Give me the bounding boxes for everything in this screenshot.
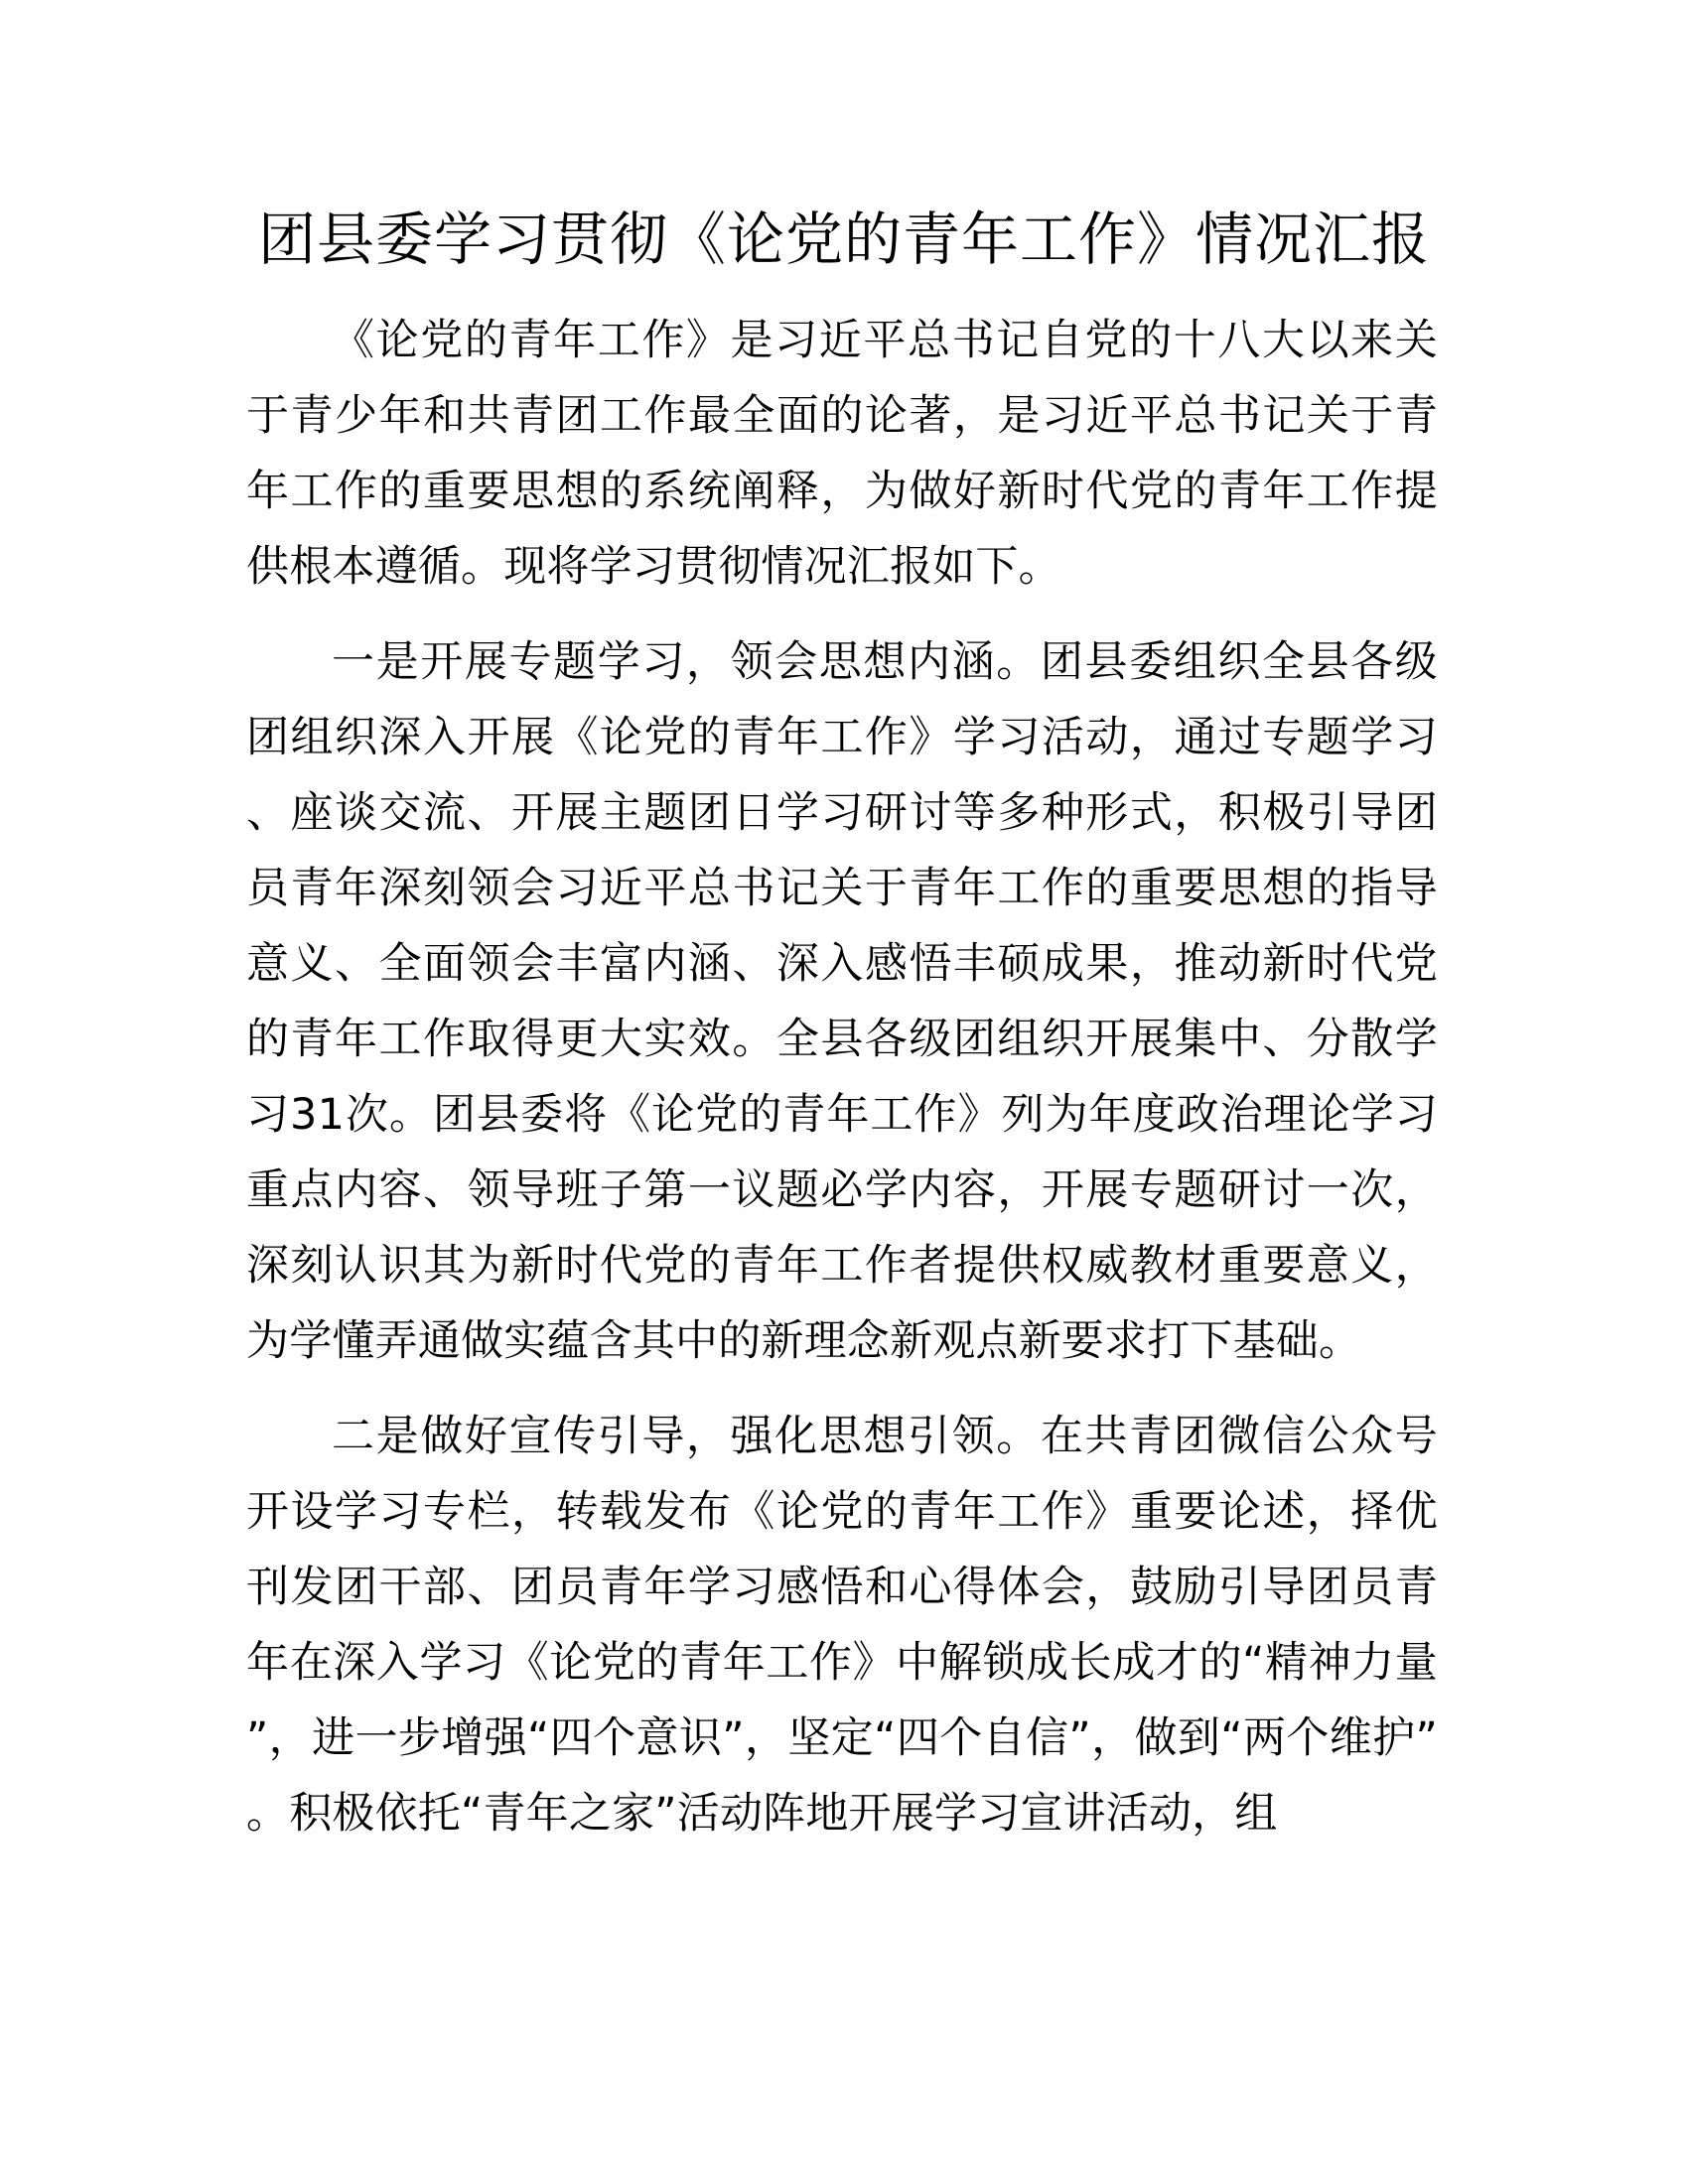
paragraph-intro: 《论党的青年工作》是习近平总书记自党的十八大以来关于青少年和共青团工作最全面的论著，是习近平总书记关于青年工作的重要思想的系统阐释，为做好新时代党的青年工作提供根本遵循。现将学习贯彻情况汇报如下。 [246, 316, 1438, 592]
paragraph-publicity: 二是做好宣传引导，强化思想引领。在共青团微信公众号开设学习专栏，转载发布《论党的青年工作》重要论述，择优刊发团干部、团员青年学习感悟和心得体会，鼓励引导团员青年在深入学习《论党的青年工作》中解锁成长成才的“精神力量”，进一步增强“四个意识”，坚定“四个自信”，做到“两个维护”。积极依托“青年之家”活动阵地开展学习宣讲活动，组 [246, 1412, 1438, 1839]
document-title: 团县委学习贯彻《论党的青年工作》情况汇报 [257, 205, 1430, 273]
paragraph-study: 一是开展专题学习，领会思想内涵。团县委组织全县各级团组织深入开展《论党的青年工作》学习活动，通过专题学习、座谈交流、开展主题团日学习研讨等多种形式，积极引导团员青年深刻领会习近平总书记关于青年工作的重要思想的指导意义、全面领会丰富内涵、深入感悟丰硕成果，推动新时代党的青年工作取得更大实效。全县各级团组织开展集中、分散学习31次。团县委将《论党的青年工作》列为年度政治理论学习重点内容、领导班子第一议题必学内容，开展专题研讨一次，深刻认识其为新时代党的青年工作者提供权威教材重要意义，为学懂弄通做实蕴含其中的新理念新观点新要求打下基础。 [246, 637, 1438, 1366]
document-body [246, 303, 1438, 1871]
